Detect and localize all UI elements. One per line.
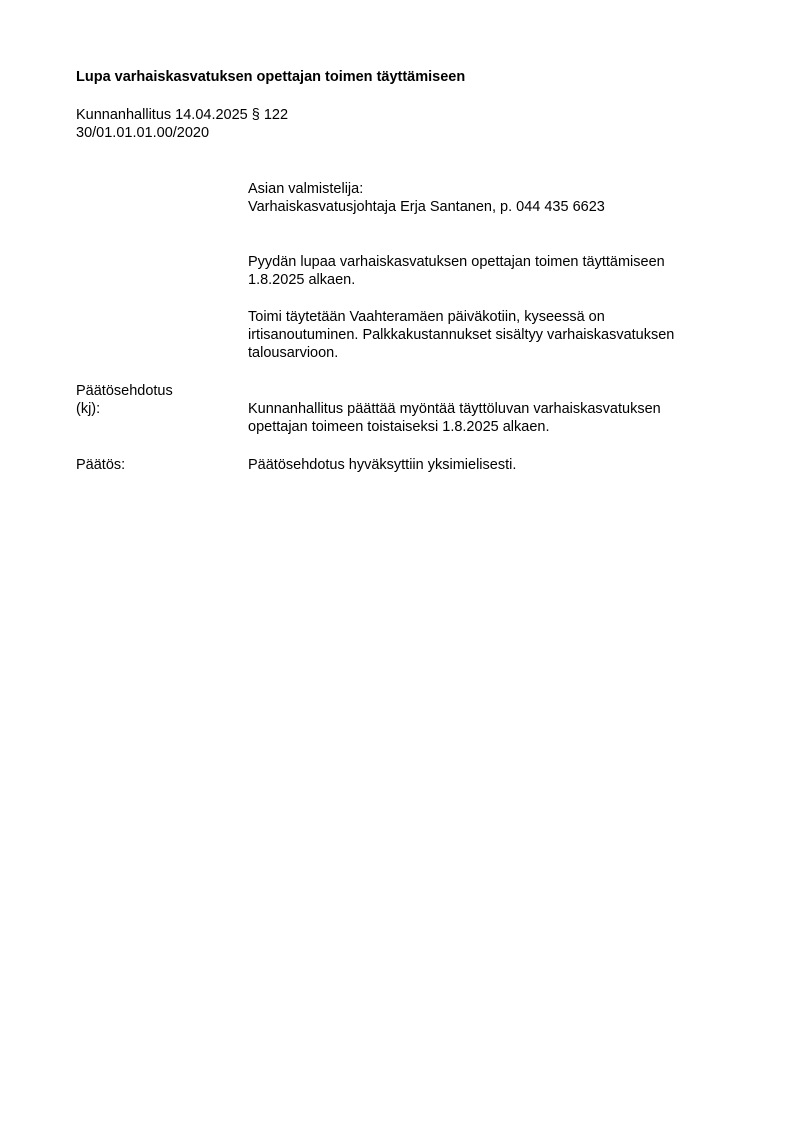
paragraph-line: Kunnanhallitus päättää myöntää täyttöluvan varhaiskasvatuksen xyxy=(248,401,661,417)
proposal-text xyxy=(248,400,728,436)
paragraph-request xyxy=(248,253,728,289)
document-title: Lupa varhaiskasvatuksen opettajan toimen täyttämiseen xyxy=(76,69,466,85)
preparer-name: Varhaiskasvatusjohtaja Erja Santanen, p. 044 435 6623 xyxy=(248,199,605,215)
decision-text: Päätösehdotus hyväksyttiin yksimielisesti. xyxy=(248,457,517,473)
paragraph-line: irtisanoutuminen. Palkkakustannukset sisältyy varhaiskasvatuksen xyxy=(248,327,675,343)
proposal-label: Päätösehdotus xyxy=(76,383,173,399)
decision-label: Päätös: xyxy=(76,457,126,473)
preparer-label: Asian valmistelija: xyxy=(248,181,364,197)
paragraph-line: talousarvioon. xyxy=(248,345,339,361)
proposal-label-suffix: (kj): xyxy=(76,401,101,417)
record-number: 30/01.01.01.00/2020 xyxy=(76,125,210,141)
paragraph-line: Pyydän lupaa varhaiskasvatuksen opettajan toimen täyttämiseen xyxy=(248,254,665,270)
paragraph-details xyxy=(248,308,728,362)
meeting-reference: Kunnanhallitus 14.04.2025 § 122 xyxy=(76,107,289,123)
paragraph-line: opettajan toimeen toistaiseksi 1.8.2025 alkaen. xyxy=(248,419,550,435)
paragraph-line: 1.8.2025 alkaen. xyxy=(248,272,356,288)
paragraph-line: Toimi täytetään Vaahteramäen päiväkotiin, kyseessä on xyxy=(248,309,605,325)
